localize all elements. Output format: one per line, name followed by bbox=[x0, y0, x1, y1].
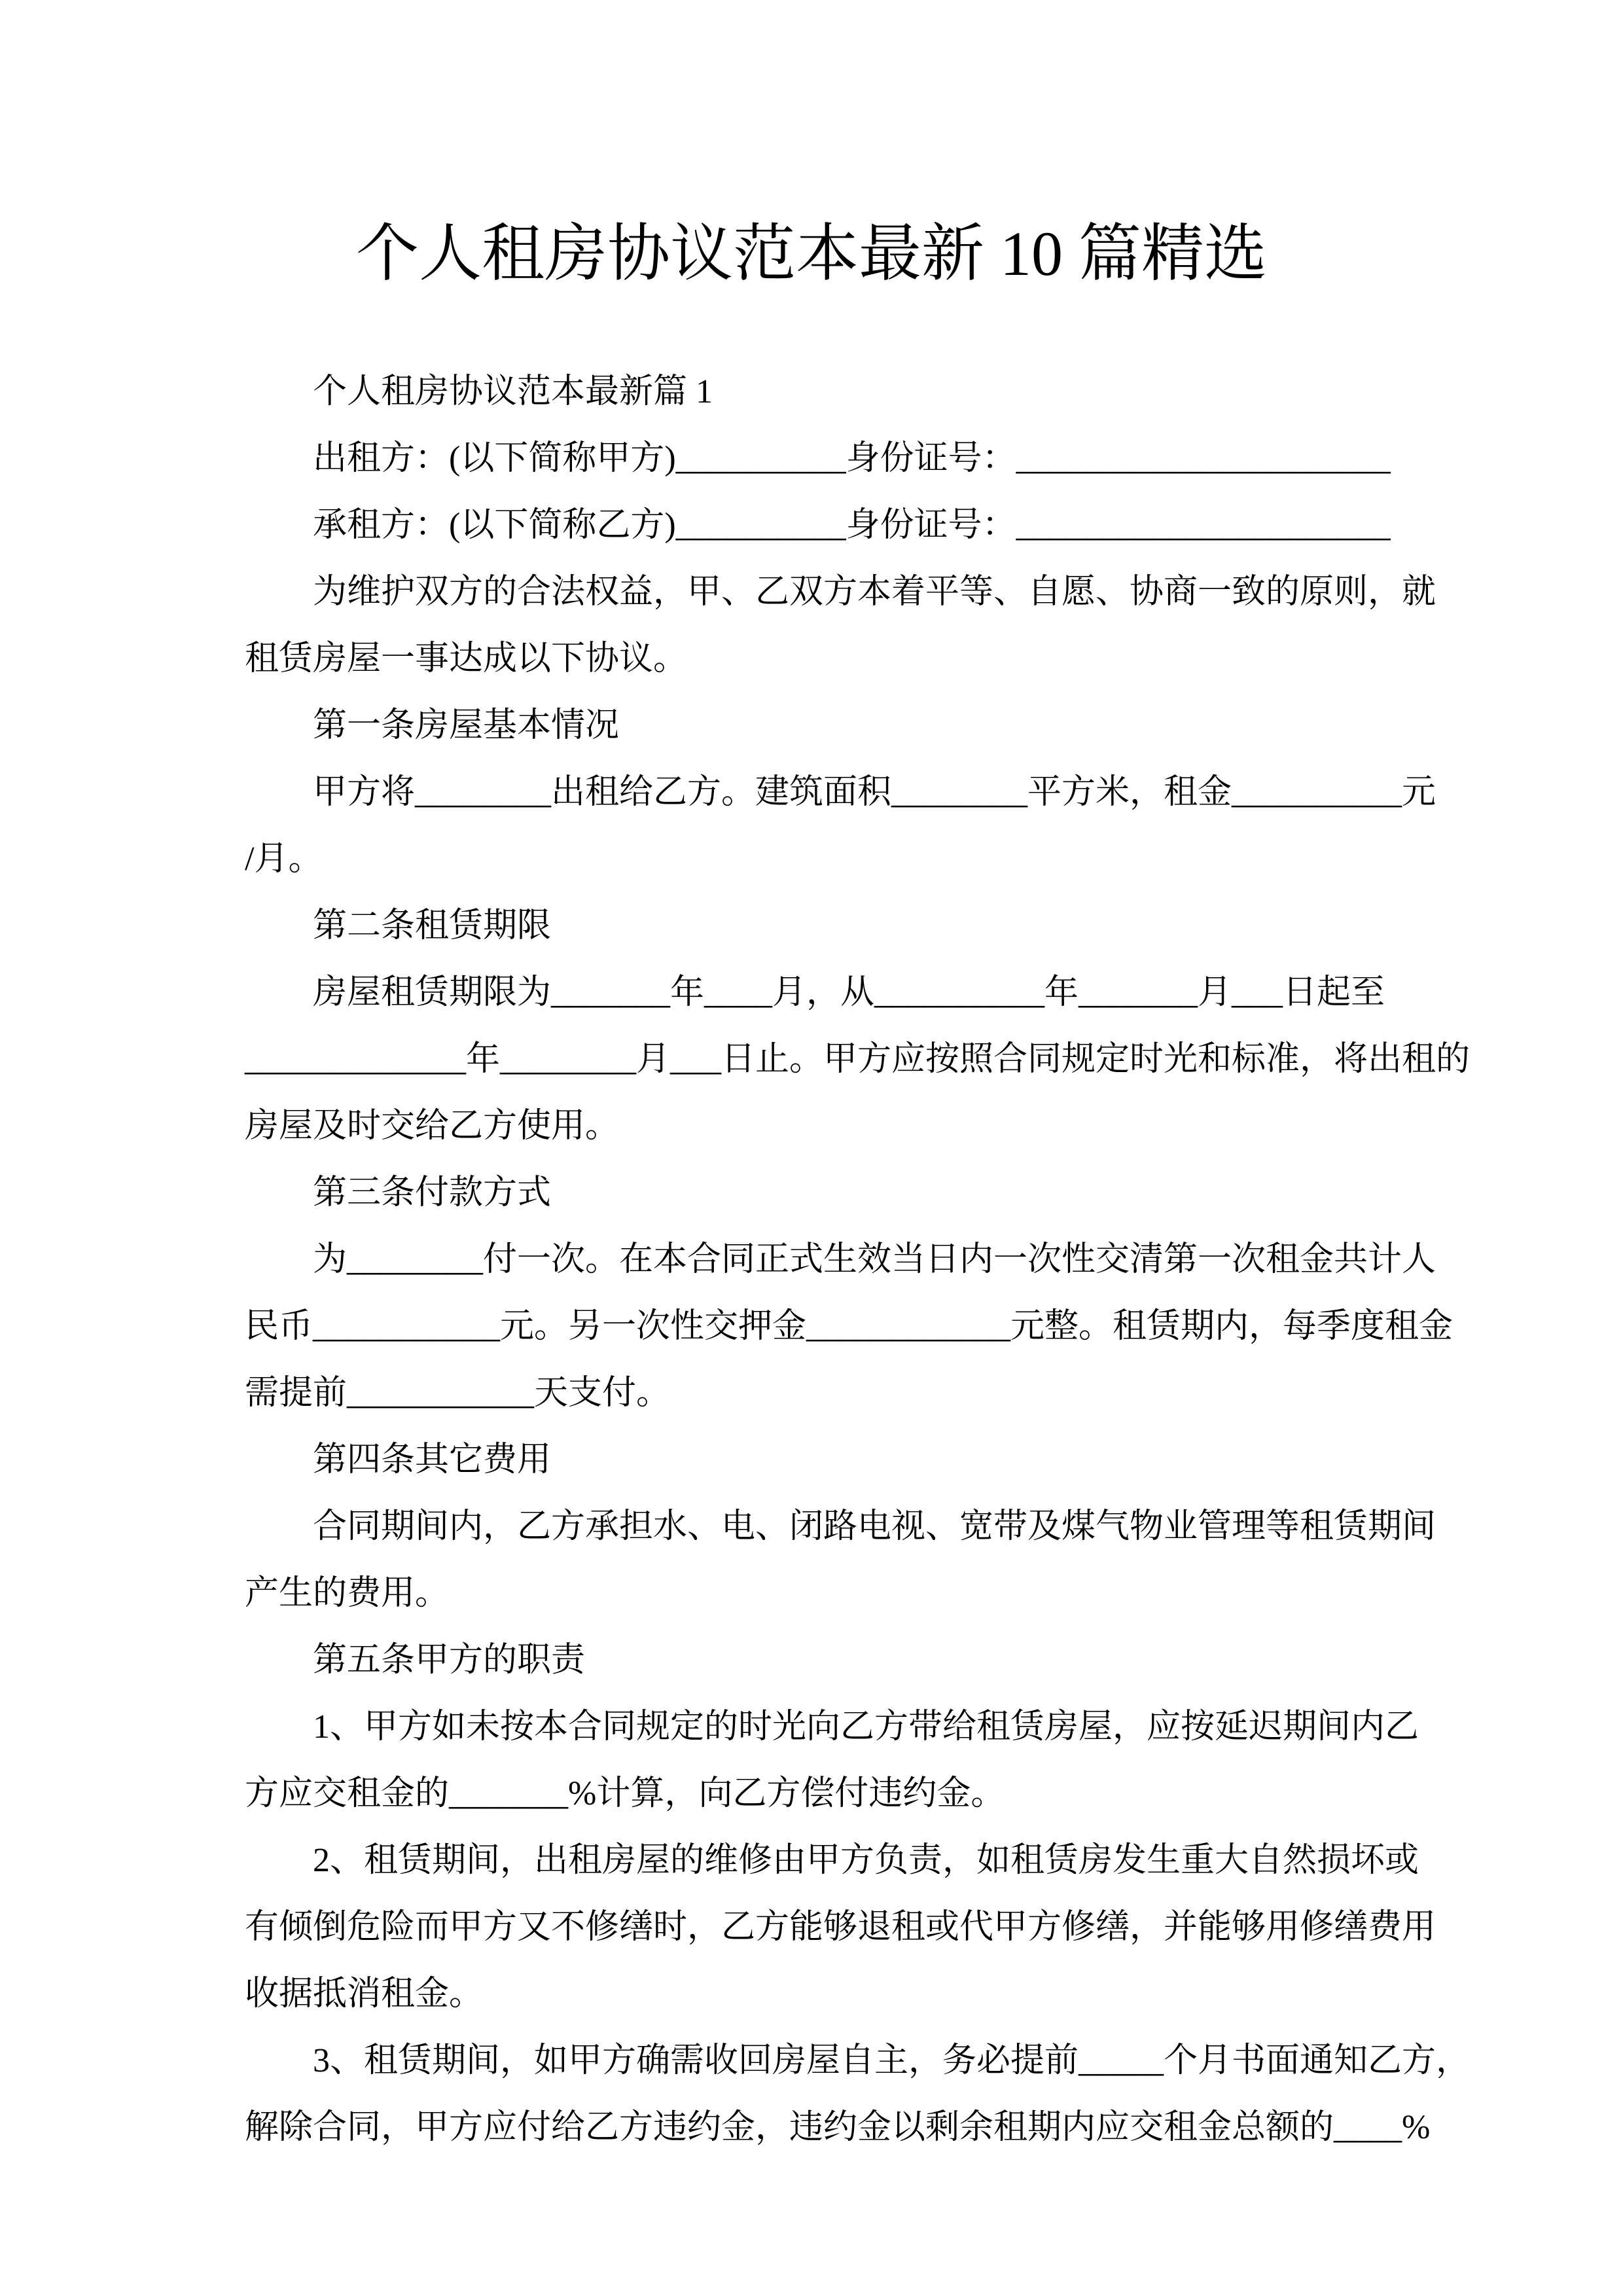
doc-line: 第二条租赁期限 bbox=[313, 907, 552, 944]
doc-line: 第五条甲方的职责 bbox=[313, 1641, 586, 1679]
doc-line: 民币___________元。另一次性交押金____________元整。租赁期内，每季度租金 bbox=[245, 1308, 1454, 1345]
doc-line: _____________年________月___日止。甲方应按照合同规定时光和标准，将出租的 bbox=[245, 1041, 1471, 1078]
doc-line: 为________付一次。在本合同正式生效当日内一次性交清第一次租金共计人 bbox=[313, 1241, 1436, 1278]
doc-line: 需提前___________天支付。 bbox=[245, 1374, 671, 1412]
doc-line: 合同期间内，乙方承担水、电、闭路电视、宽带及煤气物业管理等租赁期间 bbox=[313, 1508, 1436, 1545]
doc-line: 方应交租金的_______%计算，向乙方偿付违约金。 bbox=[245, 1775, 1005, 1812]
document-title: 个人租房协议范本最新 10 篇精选 bbox=[356, 219, 1267, 289]
doc-line: 房屋及时交给乙方使用。 bbox=[245, 1107, 620, 1145]
document-body bbox=[245, 359, 1471, 2161]
doc-line: 承租方：(以下简称乙方)__________身份证号：______________________ bbox=[313, 507, 1391, 544]
doc-line: 个人租房协议范本最新篇 1 bbox=[313, 373, 713, 410]
doc-line: 第三条付款方式 bbox=[313, 1174, 552, 1211]
doc-line: /月。 bbox=[245, 840, 323, 878]
doc-line: 解除合同，甲方应付给乙方违约金，违约金以剩余租期内应交租金总额的____% bbox=[245, 2109, 1431, 2146]
doc-line: 收据抵消租金。 bbox=[245, 1975, 484, 2013]
doc-line: 有倾倒危险而甲方又不修缮时，乙方能够退租或代甲方修缮，并能够用修缮费用 bbox=[245, 1909, 1436, 1946]
doc-line: 房屋租赁期限为_______年____月，从__________年_______月___日起至 bbox=[313, 974, 1385, 1011]
doc-line: 出租方：(以下简称甲方)__________身份证号：______________________ bbox=[313, 440, 1391, 477]
doc-line: 甲方将________出租给乙方。建筑面积________平方米，租金__________元 bbox=[313, 774, 1436, 811]
doc-line: 1、甲方如未按本合同规定的时光向乙方带给租赁房屋，应按延迟期间内乙 bbox=[313, 1708, 1419, 1746]
doc-line: 租赁房屋一事达成以下协议。 bbox=[245, 640, 688, 677]
doc-line: 产生的费用。 bbox=[245, 1575, 450, 1612]
doc-line: 3、租赁期间，如甲方确需收回房屋自主，务必提前_____个月书面通知乙方， bbox=[313, 2042, 1471, 2079]
doc-line: 第四条其它费用 bbox=[313, 1441, 552, 1479]
doc-line: 第一条房屋基本情况 bbox=[313, 707, 620, 744]
doc-line: 为维护双方的合法权益，甲、乙双方本着平等、自愿、协商一致的原则，就 bbox=[313, 573, 1436, 611]
doc-line: 2、租赁期间，出租房屋的维修由甲方负责，如租赁房发生重大自然损坏或 bbox=[313, 1842, 1419, 1879]
